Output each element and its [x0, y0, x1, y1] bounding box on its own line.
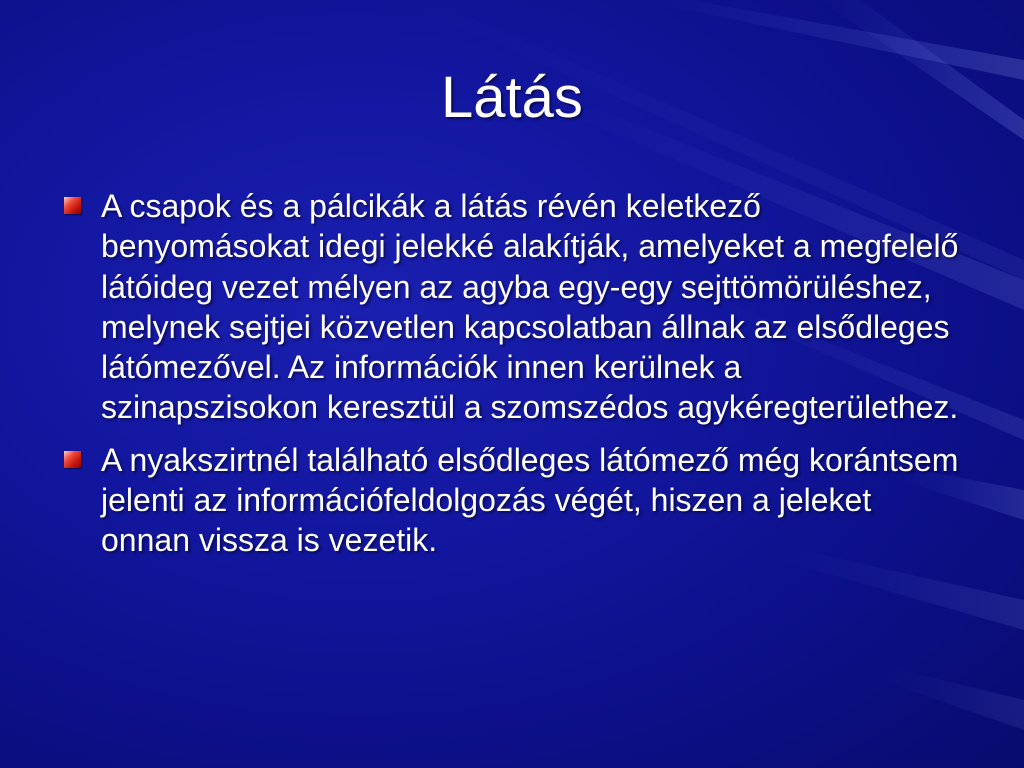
bullet-item: [60, 440, 960, 561]
slide-title: Látás: [441, 65, 583, 130]
bullet-list: [60, 186, 960, 573]
bullet-item: [60, 186, 960, 428]
bullet-text: A nyakszirtnél található elsődleges látómező még korántsem jelenti az információfeldolgozás végét, hiszen a jeleket onnan vissza is vezetik.: [101, 441, 959, 559]
red-square-bullet-icon: [64, 451, 81, 468]
bullet-text: A csapok és a pálcikák a látás révén keletkező benyomásokat idegi jelekké alakítják, amelyeket a megfelelő látóideg vezet mélyen az agyba egy-egy sejttömörüléshez, melynek sejtjei közvetlen kapcsolatban állnak az elsődleges látómezővel. Az információk innen kerülnek a szinapszisokon keresztül a szomszédos agykéregterülethez.: [101, 188, 959, 426]
red-square-bullet-icon: [64, 197, 81, 214]
